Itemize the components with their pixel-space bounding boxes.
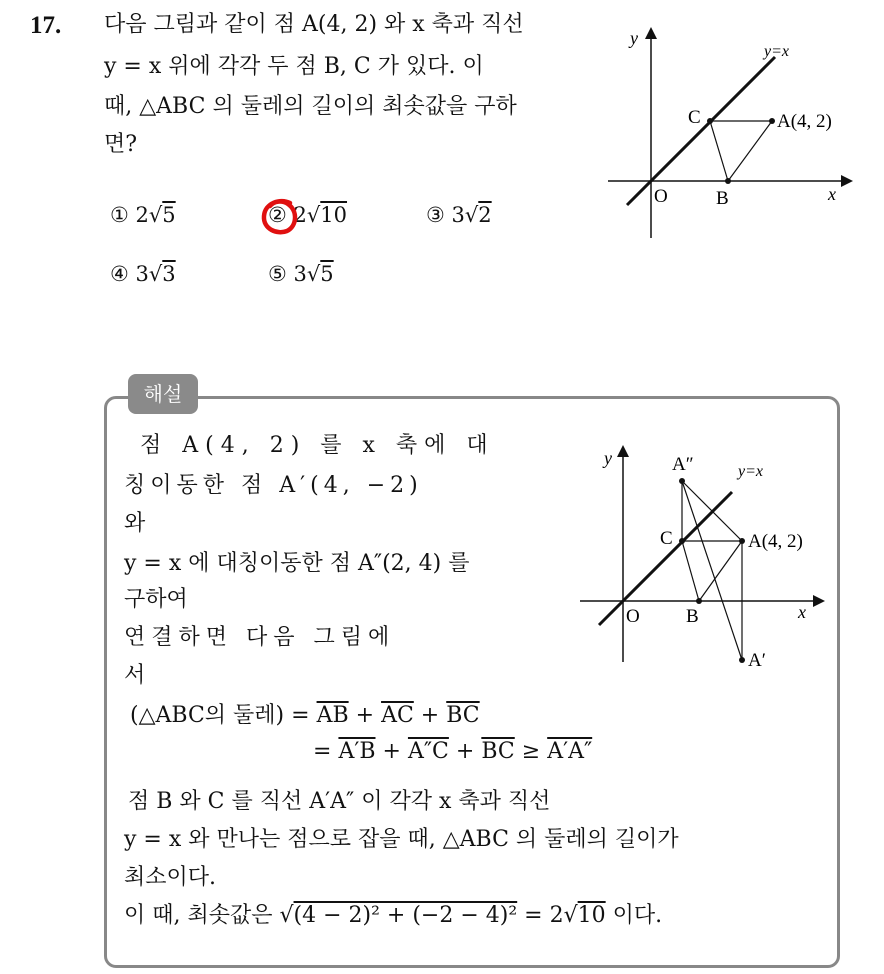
- answer-mark-circle: [260, 197, 300, 237]
- segment-CB: [682, 541, 699, 601]
- choice-1[interactable]: [110, 203, 176, 227]
- point-c-dot: [707, 118, 713, 124]
- sqrt-sign: √: [464, 203, 479, 227]
- sqrt-sign: √: [306, 262, 321, 286]
- plus-sign: +: [455, 739, 475, 764]
- sqrt-sign: √: [563, 903, 578, 928]
- question-text-line-4: 면?: [104, 132, 138, 157]
- point-b-label: B: [716, 188, 729, 209]
- solution-line-2: 칭이동한 점 A′(4, −2): [124, 473, 423, 498]
- point-c-label: C: [660, 528, 673, 549]
- sqrt-sign: √: [306, 203, 321, 227]
- conclusion-line-3: 최소이다.: [124, 865, 217, 890]
- term-a2c: A″C: [407, 739, 449, 764]
- point-a1-label: A′: [748, 650, 766, 670]
- final-eq: = 2: [517, 903, 564, 928]
- point-a2-dot: [679, 478, 685, 484]
- term-bc: $\overline{BC}$: [481, 739, 515, 764]
- solution-line-1: 점 A(4, 2) 를 x 축에 대: [140, 433, 495, 458]
- choice-mark: ③: [426, 203, 445, 227]
- line-label: y=x: [764, 43, 789, 60]
- final-radicand: (4 − 2)² + (−2 − 4)²: [293, 903, 518, 928]
- line-y-equals-x: [599, 492, 732, 625]
- choice-mark: ②: [268, 203, 287, 227]
- final-answer-line: [124, 898, 662, 934]
- point-a-dot: [769, 118, 775, 124]
- perimeter-label: (△ABC의 둘레) =: [130, 703, 317, 728]
- conclusion-line-1: 점 B 와 C 를 직선 A′A″ 이 각각 x 축과 직선: [128, 789, 551, 814]
- question-text-line-3: 때, △ABC 의 둘레의 길이의 최솟값을 구하: [104, 94, 517, 119]
- term-a1b: A′B: [338, 739, 376, 764]
- line-label: y=x: [738, 463, 763, 480]
- point-b-label: B: [686, 606, 699, 627]
- equals-sign: =: [313, 739, 332, 764]
- point-c-dot: [679, 538, 685, 544]
- solution-line-4: y = x 에 대칭이동한 점 A″(2, 4) 를: [124, 551, 470, 576]
- conclusion-line-2: y = x 와 만나는 점으로 잡을 때, △ABC 의 둘레의 길이가: [124, 827, 679, 852]
- plus-sign: +: [420, 703, 440, 728]
- choice-radicand: 3: [162, 262, 176, 286]
- choice-coef: 3: [451, 203, 465, 227]
- final-suffix: 이다.: [605, 903, 663, 928]
- point-a-dot: [739, 538, 745, 544]
- solution-tab: 해설: [128, 374, 198, 414]
- choice-3[interactable]: [426, 203, 492, 227]
- line-y-equals-x: [627, 57, 775, 205]
- term-a1a2: A′A″: [547, 739, 593, 764]
- x-axis-label: x: [828, 184, 836, 204]
- choice-coef: 2: [293, 203, 307, 227]
- point-b-dot: [696, 598, 702, 604]
- x-axis-label: x: [798, 602, 806, 622]
- choice-radicand: 2: [478, 203, 492, 227]
- sqrt-sign: √: [279, 903, 294, 928]
- choice-4[interactable]: [110, 262, 176, 286]
- choice-coef: 3: [293, 262, 307, 286]
- solution-line-5: 구하여: [124, 587, 188, 612]
- origin-label: O: [654, 186, 668, 207]
- solution-line-7: 서: [124, 663, 146, 688]
- plus-sign: +: [355, 703, 375, 728]
- point-a2-label: A″: [672, 454, 694, 475]
- point-c-label: C: [688, 107, 701, 128]
- sqrt-sign: √: [148, 262, 163, 286]
- y-axis-label: y: [630, 28, 638, 48]
- choice-coef: 3: [135, 262, 149, 286]
- final-prefix: 이 때, 최솟값은: [124, 903, 280, 928]
- choice-radicand: 5: [320, 262, 334, 286]
- term-bc: $\overline{BC}$: [446, 703, 480, 728]
- choice-mark: ⑤: [268, 262, 287, 286]
- point-a1-dot: [739, 657, 745, 663]
- equation-line-1: [130, 698, 480, 734]
- origin-label: O: [626, 606, 640, 627]
- choice-mark: ④: [110, 262, 129, 286]
- point-a-label: A(4, 2): [748, 531, 803, 552]
- point-a-label: A(4, 2): [777, 111, 832, 132]
- choice-5[interactable]: [268, 262, 334, 286]
- y-axis-label: y: [604, 448, 612, 468]
- segment-CB: [710, 121, 728, 181]
- final-result-radicand: 10: [577, 903, 606, 928]
- solution-line-3: 와: [124, 511, 146, 536]
- choice-mark: ①: [110, 203, 129, 227]
- choice-radicand: 10: [320, 203, 348, 227]
- choice-radicand: 5: [162, 203, 176, 227]
- point-b-dot: [725, 178, 731, 184]
- equation-line-2: [313, 734, 592, 770]
- solution-figure: [572, 440, 834, 670]
- question-figure: [600, 20, 860, 250]
- question-text-line-1: 다음 그림과 같이 점 A(4, 2) 와 x 축과 직선: [104, 12, 524, 37]
- segment-AB: [728, 121, 772, 181]
- choice-coef: 2: [135, 203, 149, 227]
- segment-A2-A1: [682, 481, 742, 660]
- plus-sign: +: [382, 739, 401, 764]
- ge-sign: ≥: [521, 739, 541, 764]
- term-ac: $\overline{AC}$: [381, 703, 414, 728]
- term-ab: $\overline{AB}$: [316, 703, 349, 728]
- sqrt-sign: √: [148, 203, 163, 227]
- question-number: 17.: [30, 12, 62, 39]
- solution-line-6: 연결하면 다음 그림에: [124, 625, 396, 650]
- question-text-line-2: y = x 위에 각각 두 점 B, C 가 있다. 이: [104, 54, 484, 79]
